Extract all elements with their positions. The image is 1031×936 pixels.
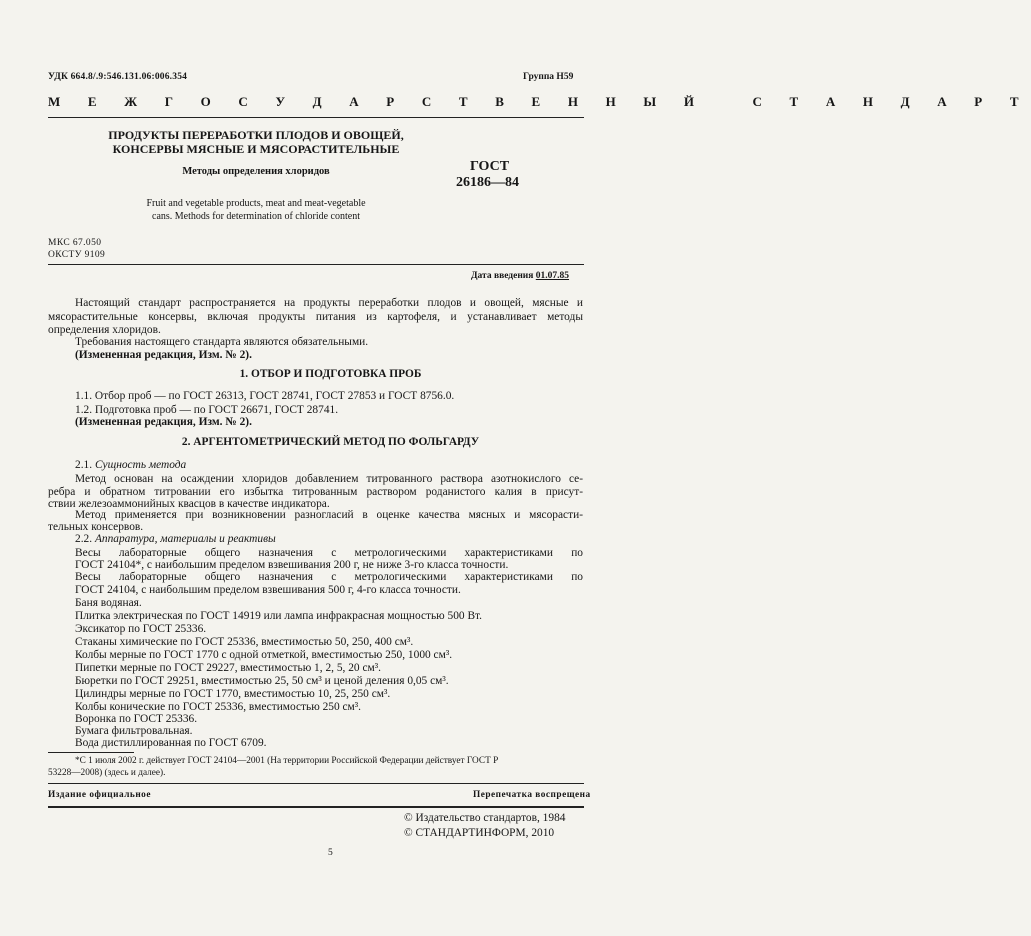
clause-2-1-number: 2.1. <box>75 459 95 471</box>
title-line-1: ПРОДУКТЫ ПЕРЕРАБОТКИ ПЛОДОВ И ОВОЩЕЙ, <box>108 128 404 142</box>
section-1-line: 1.1. Отбор проб — по ГОСТ 26313, ГОСТ 28741, ГОСТ 27853 и ГОСТ 8756.0. <box>75 390 455 402</box>
footnote-line: 53228—2008) (здесь и далее). <box>48 768 166 778</box>
clause-2-2-title: Аппаратура, материалы и реактивы <box>94 533 276 545</box>
publication-rule <box>48 783 584 784</box>
title-line-2: КОНСЕРВЫ МЯСНЫЕ И МЯСОРАСТИТЕЛЬНЫЕ <box>112 142 400 156</box>
date-value: 01.07.85 <box>535 271 570 281</box>
footnote-rule <box>48 752 134 753</box>
copyright-1984: © Издательство стандартов, 1984 <box>404 812 566 824</box>
equipment-item: Стаканы химические по ГОСТ 25336, вместимостью 50, 250, 400 см³. <box>75 636 414 648</box>
equipment-item: Пипетки мерные по ГОСТ 29227, вместимостью 1, 2, 5, 20 см³. <box>75 662 381 674</box>
equipment-item: Цилиндры мерные по ГОСТ 1770, вместимостью 10, 25, 250 см³. <box>75 688 391 700</box>
scales-line: Весы лабораторные общего назначения с метрологическими характеристиками по <box>75 547 583 559</box>
intro-line: Требования настоящего стандарта являются обязательными. <box>75 336 369 348</box>
equipment-item: Воронка по ГОСТ 25336. <box>75 713 198 725</box>
intro-line: Настоящий стандарт распространяется на продукты переработки плодов и овощей, мясные и <box>75 297 583 309</box>
equipment-item: Баня водяная. <box>75 597 142 609</box>
udk-code: УДК 664.8/.9:546.131.06:006.354 <box>48 72 188 82</box>
section-1-heading: 1. ОТБОР И ПОДГОТОВКА ПРОБ <box>239 368 422 380</box>
copyright-2010: © СТАНДАРТИНФОРМ, 2010 <box>404 827 555 839</box>
gost-number: 26186—84 <box>456 175 519 190</box>
clause-2-2-number: 2.2. <box>75 533 95 545</box>
official-edition: Издание официальное <box>48 790 151 800</box>
section-1-line: 1.2. Подготовка проб — по ГОСТ 26671, ГОСТ 28741. <box>75 404 339 416</box>
title-english-1: Fruit and vegetable products, meat and meat-vegetable <box>146 198 366 209</box>
gost-label: ГОСТ <box>470 159 510 174</box>
scales-line: Весы лабораторные общего назначения с метрологическими характеристиками по <box>75 571 583 583</box>
page-number: 5 <box>328 848 333 858</box>
section-2-heading: 2. АРГЕНТОМЕТРИЧЕСКИЙ МЕТОД ПО ФОЛЬГАРДУ <box>181 436 480 448</box>
title-methods: Методы определения хлоридов <box>182 166 330 177</box>
essence-line: ребра и обратном титровании его избытка титрованным раствором роданистого калия в присут- <box>48 486 583 498</box>
clause-2-1-title: Сущность метода <box>94 459 187 471</box>
introduction-date <box>471 271 569 281</box>
interstate-standard-banner: М Е Ж Г О С У Д А Р С Т В Е Н Н Ы Й С Т А Н Д А Р Т <box>48 94 1031 109</box>
equipment-item: Бумага фильтровальная. <box>75 725 193 737</box>
intro-line: мясорастительные консервы, включая продукты питания из картофеля, и устанавливает методы <box>48 311 583 323</box>
reprint-prohibited: Перепечатка воспрещена <box>473 790 591 800</box>
codes-rule <box>48 264 584 265</box>
okstu-code: ОКСТУ 9109 <box>48 250 106 260</box>
intro-amendment: (Измененная редакция, Изм. № 2). <box>75 349 252 361</box>
equipment-item: Колбы мерные по ГОСТ 1770 с одной отметкой, вместимостью 250, 1000 см³. <box>75 649 453 661</box>
title-english-2: cans. Methods for determination of chloride content <box>152 211 360 222</box>
equipment-item: Вода дистиллированная по ГОСТ 6709. <box>75 737 267 749</box>
scales-line: ГОСТ 24104*, с наибольшим пределом взвешивания 200 г, не ниже 3-го класса точности. <box>75 559 509 571</box>
equipment-item: Плитка электрическая по ГОСТ 14919 или лампа инфракрасная мощностью 500 Вт. <box>75 610 483 622</box>
group-code: Группа Н59 <box>523 72 574 82</box>
clause-2-2 <box>75 532 276 546</box>
date-label: Дата введения <box>471 271 536 281</box>
essence-line: ствии железоаммонийных квасцов в качестве индикатора. <box>48 498 330 510</box>
section-1-amendment: (Измененная редакция, Изм. № 2). <box>75 416 252 428</box>
scales-line: ГОСТ 24104, с наибольшим пределом взвешивания 500 г, 4-го класса точности. <box>75 584 461 596</box>
mks-code: МКС 67.050 <box>48 238 102 248</box>
usage-line: тельных консервов. <box>48 521 144 533</box>
essence-line: Метод основан на осаждении хлоридов добавлением титрованного раствора азотнокислого се- <box>75 473 583 485</box>
equipment-item: Колбы конические по ГОСТ 25336, вместимостью 250 см³. <box>75 701 362 713</box>
footnote-line: *С 1 июля 2002 г. действует ГОСТ 24104—2001 (На территории Российской Федерации действует ГОСТ Р <box>75 756 499 766</box>
clause-2-1 <box>75 458 186 472</box>
intro-line: определения хлоридов. <box>48 324 161 336</box>
usage-line: Метод применяется при возникновении разногласий в оценке качества мясных и мясорасти- <box>75 509 583 521</box>
equipment-item: Эксикатор по ГОСТ 25336. <box>75 623 207 635</box>
equipment-item: Бюретки по ГОСТ 29251, вместимостью 25, 50 см³ и ценой деления 0,05 см³. <box>75 675 449 687</box>
publication-rule-bottom <box>48 806 584 808</box>
header-rule <box>48 117 584 118</box>
